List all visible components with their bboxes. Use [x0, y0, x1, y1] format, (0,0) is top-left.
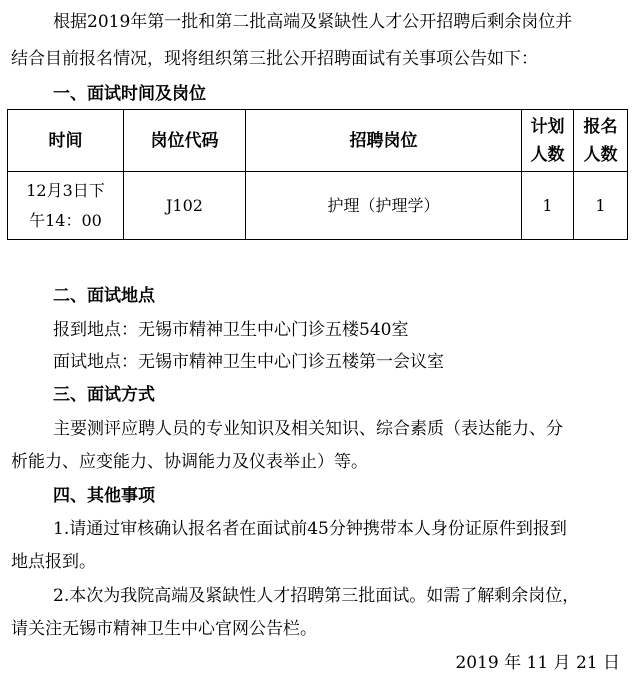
header-planned-line-2: 人数 [530, 144, 565, 165]
cell-time-line-2: 午14：00 [29, 210, 102, 230]
report-location: 报到地点：无锡市精神卫生中心门诊五楼540室 [53, 320, 409, 340]
intro-line-1: 根据2019年第一批和第二批高端及紧缺性人才公开招聘后剩余岗位并 [53, 12, 573, 32]
header-applied-line-1: 报名 [583, 116, 618, 137]
header-planned-count [522, 110, 574, 172]
cell-time [8, 172, 124, 240]
section-3-line-2: 析能力、应变能力、协调能力及仪表举止）等。 [11, 452, 368, 472]
cell-planned-count: 1 [522, 172, 574, 240]
section-4-title: 四、其他事项 [53, 486, 155, 506]
header-position: 招聘岗位 [246, 110, 522, 172]
cell-position-code: J102 [124, 172, 246, 240]
header-time: 时间 [8, 110, 124, 172]
table-row [8, 172, 628, 240]
header-position-code: 岗位代码 [124, 110, 246, 172]
cell-time-line-1: 12月3日下 [26, 180, 105, 200]
interview-table [7, 109, 628, 240]
section-3-line-1: 主要测评应聘人员的专业知识及相关知识、综合素质（表达能力、分 [53, 419, 563, 439]
section-4-item-2-line-2: 请关注无锡市精神卫生中心官网公告栏。 [11, 619, 317, 639]
interview-location: 面试地点：无锡市精神卫生中心门诊五楼第一会议室 [53, 352, 444, 372]
cell-position: 护理（护理学） [246, 172, 522, 240]
section-3-title: 三、面试方式 [53, 385, 155, 405]
section-4-item-1-line-1: 1.请通过审核确认报名者在面试前45分钟携带本人身份证原件到报到 [53, 519, 567, 539]
header-planned-line-1: 计划 [530, 116, 565, 137]
header-applied-count [574, 110, 628, 172]
cell-applied-count: 1 [574, 172, 628, 240]
header-applied-line-2: 人数 [583, 144, 618, 165]
intro-line-2: 结合目前报名情况，现将组织第三批公开招聘面试有关事项公告如下： [11, 49, 538, 69]
section-1-title: 一、面试时间及岗位 [53, 84, 206, 104]
section-4-item-2-line-1: 2.本次为我院高端及紧缺性人才招聘第三批面试。如需了解剩余岗位， [53, 586, 580, 606]
table-header-row [8, 110, 628, 172]
announcement-date: 2019 年 11 月 21 日 [455, 653, 620, 673]
section-4-item-1-line-2: 地点报到。 [11, 552, 96, 572]
section-2-title: 二、面试地点 [53, 286, 155, 306]
